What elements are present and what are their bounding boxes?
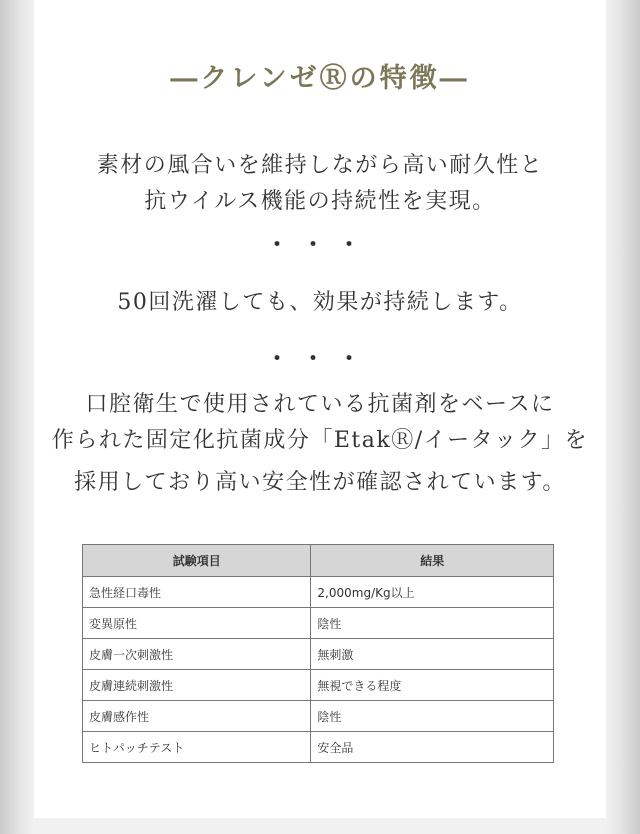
result-cell: 無刺激 bbox=[311, 639, 554, 670]
table-row bbox=[83, 701, 554, 732]
table-row bbox=[83, 670, 554, 701]
header-result: 結果 bbox=[311, 545, 554, 577]
test-item-cell: 皮膚一次刺激性 bbox=[83, 639, 311, 670]
separator-dots-1: ・・・ bbox=[265, 232, 374, 258]
test-item-cell: 皮膚感作性 bbox=[83, 701, 311, 732]
safety-text-line-1: 口腔衛生で使用されている抗菌剤をベースに bbox=[85, 392, 555, 417]
test-item-cell: 変異原性 bbox=[83, 608, 311, 639]
result-cell: 陰性 bbox=[311, 608, 554, 639]
safety-test-table bbox=[82, 544, 554, 763]
header-test-item: 試験項目 bbox=[83, 545, 311, 577]
table-header-row bbox=[83, 545, 554, 577]
table-row bbox=[83, 639, 554, 670]
wash-durability-text: 50回洗濯しても、効果が持続します。 bbox=[117, 290, 523, 315]
section-heading: ―クレンゼⓇの特徴― bbox=[170, 63, 470, 94]
safety-text-line-3: 採用しており高い安全性が確認されています。 bbox=[74, 470, 566, 495]
result-cell: 陰性 bbox=[311, 701, 554, 732]
test-item-cell: ヒトパッチテスト bbox=[83, 732, 311, 763]
content-card bbox=[34, 0, 606, 818]
test-item-cell: 皮膚連続刺激性 bbox=[83, 670, 311, 701]
separator-dots-2: ・・・ bbox=[265, 346, 374, 372]
result-cell: 安全品 bbox=[311, 732, 554, 763]
safety-text-line-2: 作られた固定化抗菌成分「EtakⓇ/イータック」を bbox=[51, 428, 589, 453]
table-row bbox=[83, 577, 554, 608]
feature-text-line-2: 抗ウイルス機能の持続性を実現。 bbox=[144, 189, 496, 214]
feature-text-line-1: 素材の風合いを維持しながら高い耐久性と bbox=[96, 153, 544, 178]
result-cell: 2,000mg/Kg以上 bbox=[311, 577, 554, 608]
test-item-cell: 急性経口毒性 bbox=[83, 577, 311, 608]
table-row bbox=[83, 608, 554, 639]
table-row bbox=[83, 732, 554, 763]
result-cell: 無視できる程度 bbox=[311, 670, 554, 701]
